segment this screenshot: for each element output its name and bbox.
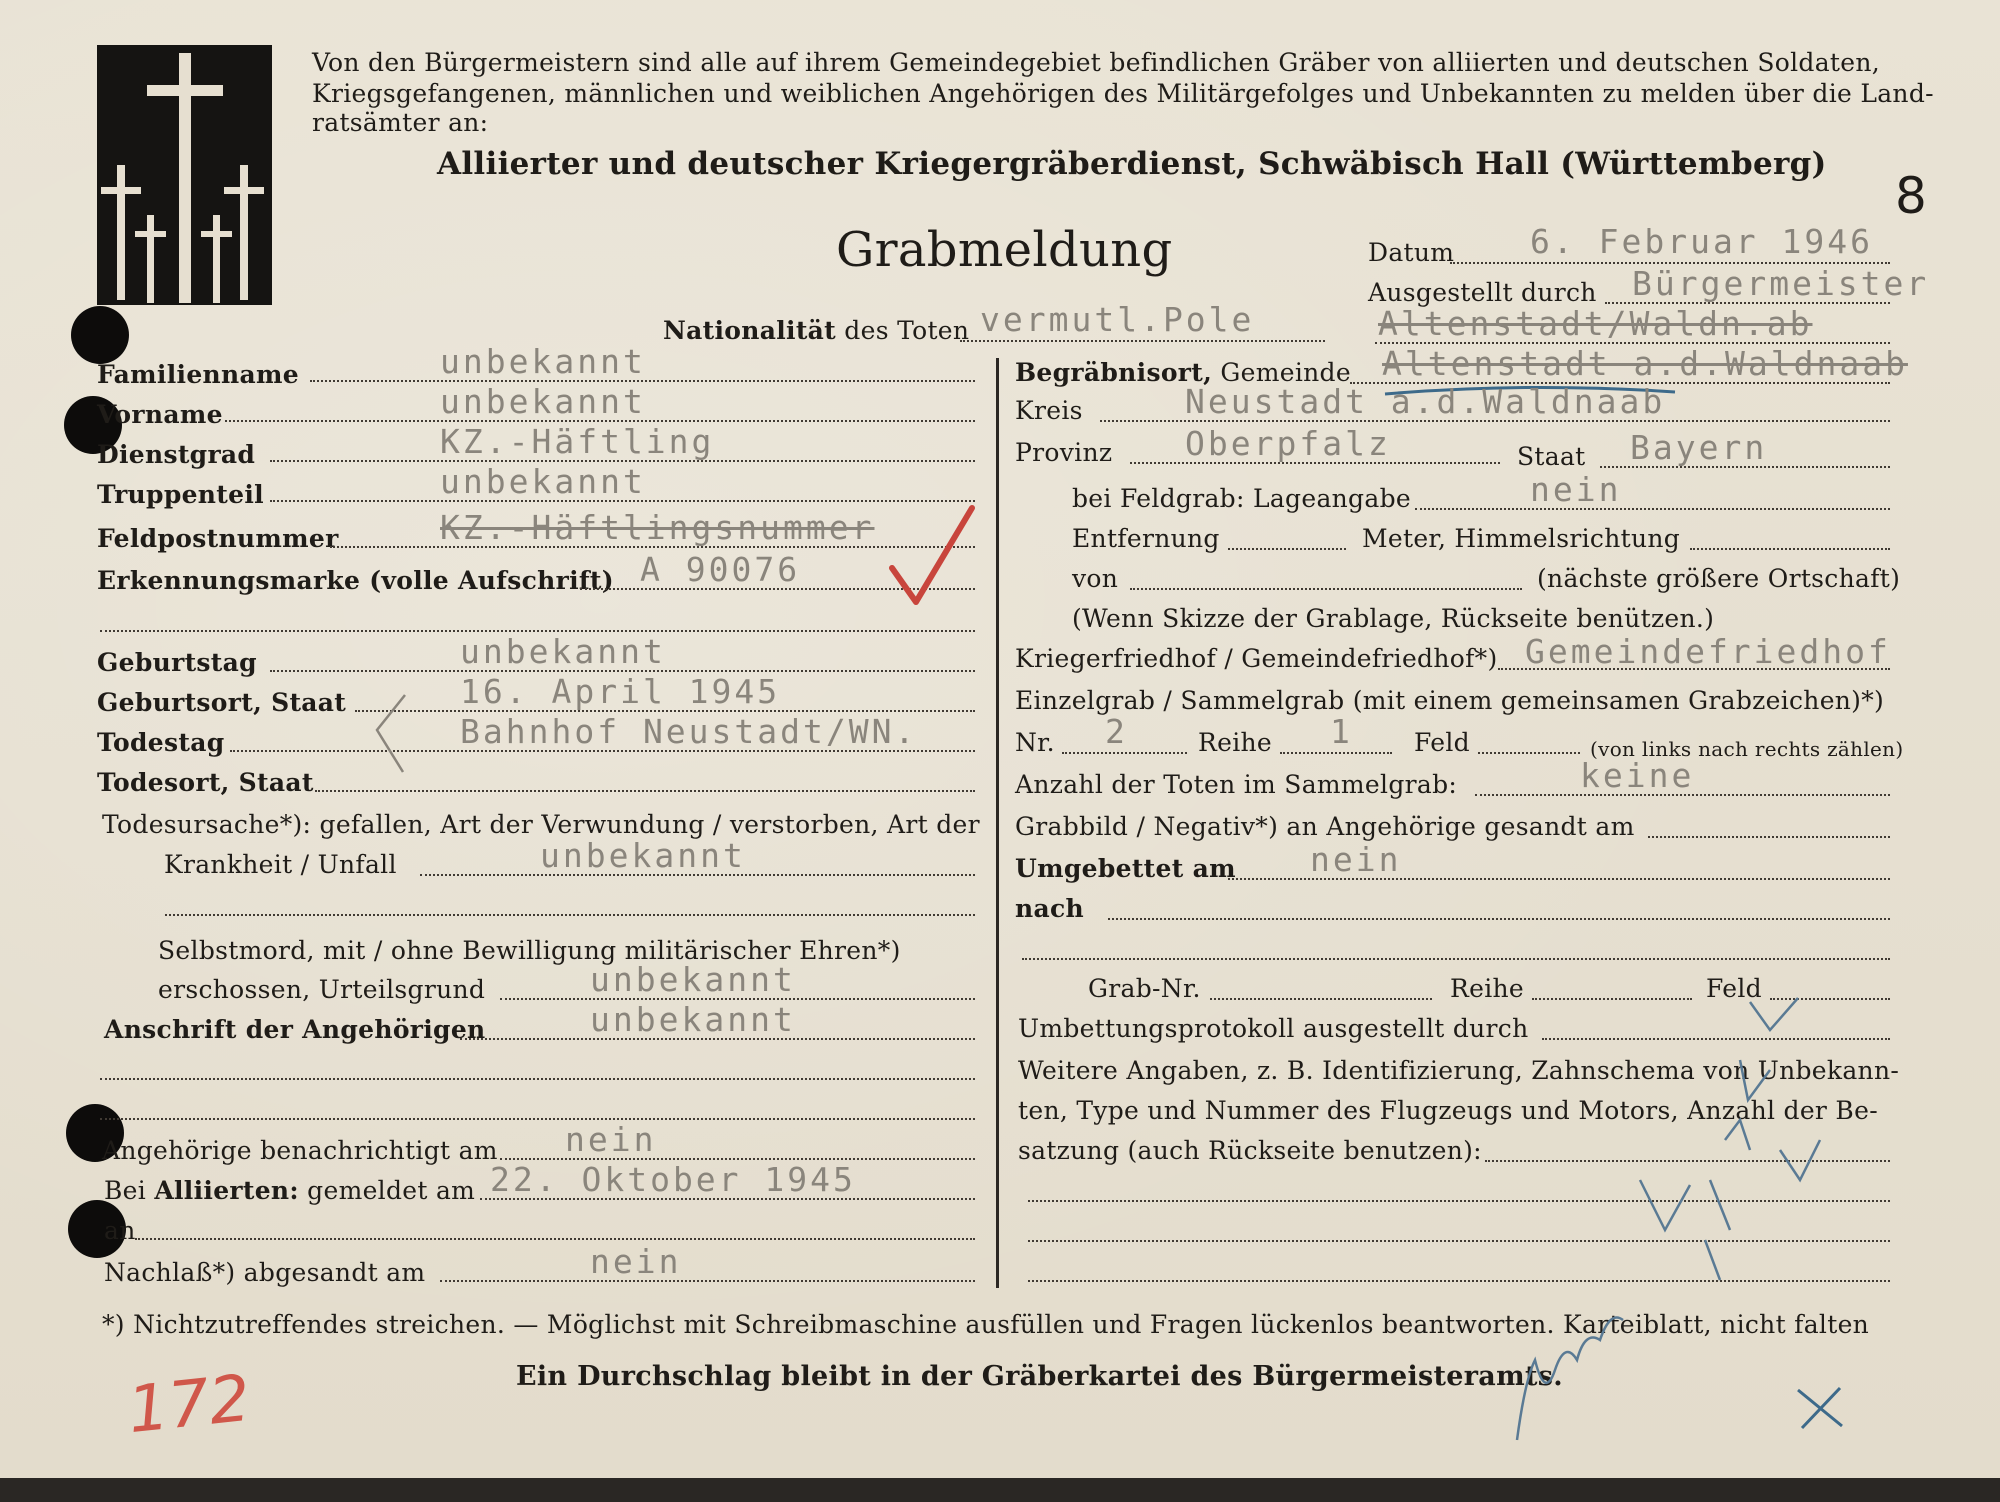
alliierten-value: 22. Oktober 1945 [490,1160,856,1199]
reihe-value: 1 [1330,712,1353,751]
vorname-value: unbekannt [440,382,646,421]
friedhof-value: Gemeindefriedhof [1525,632,1891,671]
grabbild-line [1648,836,1890,838]
todesort-label: Todesort, Staat [97,768,314,797]
nach-line [1108,918,1890,920]
datum-label: Datum [1368,238,1455,267]
nachlass-value: nein [590,1242,682,1281]
nr-value: 2 [1105,712,1128,751]
staat-value: Bayern [1630,428,1768,467]
todesort-line [315,790,975,792]
vorname-label: Vorname [97,400,223,429]
entfernung-label: Entfernung [1072,524,1220,553]
begraebnisort-label: Begräbnisort, Gemeinde [1015,358,1351,387]
anschrift-value: unbekannt [590,1000,796,1039]
footer-copy: Ein Durchschlag bleibt in der Gräberkartei des Bürgermeisteramts. [516,1361,1563,1392]
alliierten-label: Bei Alliierten: gemeldet am [104,1176,476,1205]
reihe2-label: Reihe [1450,974,1525,1003]
nr-line [1062,752,1187,754]
zaehlen-label: (von links nach rechts zählen) [1590,737,1904,761]
form-title: Grabmeldung [836,222,1173,278]
umgebettet-value: nein [1310,840,1402,879]
selbstmord-label: Selbstmord, mit / ohne Bewilligung militärischer Ehren*) [158,936,901,965]
nach-label: nach [1015,894,1084,923]
protokoll-label: Umbettungsprotokoll ausgestellt durch [1018,1014,1529,1043]
nationality-line [960,340,1325,342]
an-line [135,1238,975,1240]
feldpost-value: KZ.-Häftlingsnummer [440,508,875,547]
erkennung-label: Erkennungsmarke (volle Aufschrift) [97,566,614,595]
reihe-line [1280,752,1392,754]
feld-line [1478,752,1580,754]
entfernung-line [1228,548,1346,550]
kreis-value: Neustadt a.d.Waldnaab [1185,382,1666,421]
geburtsort-value: 16. April 1945 [460,672,781,711]
an-label: an [104,1216,136,1245]
column-divider [996,358,999,1288]
truppenteil-value: unbekannt [440,462,646,501]
crosses-logo [97,45,272,305]
erschossen-value: unbekannt [590,960,796,999]
dienstgrad-value: KZ.-Häftling [440,422,715,461]
grabbild-label: Grabbild / Negativ*) an Angehörige gesandt am [1015,812,1635,841]
nationality-value: vermutl.Pole [980,300,1255,339]
feld-label: Feld [1414,728,1470,757]
ortschaft-label: (nächste größere Ortschaft) [1537,564,1901,593]
weitere-line-2: ten, Type und Nummer des Flugzeugs und Motors, Anzahl der Be- [1018,1096,1878,1125]
geburtsort-label: Geburtsort, Staat [97,688,347,717]
erschossen-label: erschossen, Urteilsgrund [158,975,486,1004]
anschrift-line-2 [100,1078,975,1080]
pencil-cross-icon [1790,1382,1850,1434]
nach-line-2 [1022,958,1890,960]
weitere-line-1: Weitere Angaben, z. B. Identifizierung, Zahnschema von Unbekann- [1018,1056,1900,1085]
skizze-label: (Wenn Skizze der Grablage, Rückseite benützen.) [1072,604,1715,633]
feld2-label: Feld [1706,974,1762,1003]
staat-label: Staat [1517,442,1586,471]
geburtstag-label: Geburtstag [97,648,257,677]
grabnr-line [1210,998,1432,1000]
pencil-arrow-icon [365,690,425,780]
umgebettet-label: Umgebettet am [1015,854,1236,883]
provinz-label: Provinz [1015,438,1113,467]
office-name: Alliierter und deutscher Kriegergräberdienst, Schwäbisch Hall (Württemberg) [437,146,1827,182]
feldgrab-label: bei Feldgrab: Lageangabe [1072,484,1411,513]
von-line [1130,588,1522,590]
intro-line-2: Kriegsgefangenen, männlichen und weiblichen Angehörigen des Militärgefolges und Unbekannten zu melden über die Land- [312,79,1934,108]
nachlass-label: Nachlaß*) abgesandt am [104,1258,426,1287]
nr-label: Nr. [1015,728,1055,757]
intro-line-3: ratsämter an: [312,108,489,137]
anzahl-value: keine [1580,756,1695,795]
anzahl-label: Anzahl der Toten im Sammelgrab: [1015,770,1458,799]
einzelgrab-label: Einzelgrab / Sammelgrab (mit einem gemeinsamen Grabzeichen)*) [1015,686,1885,715]
geburtstag-value: unbekannt [460,632,666,671]
benachrichtigt-label: Angehörige benachrichtigt am [102,1136,498,1165]
benachrichtigt-value: nein [565,1120,657,1159]
ausgestellt-label: Ausgestellt durch [1368,278,1597,307]
familienname-label: Familienname [97,360,299,389]
meter-line [1690,548,1890,550]
punch-hole [71,306,129,364]
begraebnisort-value: Altenstadt a.d.Waldnaab [1382,344,1908,383]
intro-line-1: Von den Bürgermeistern sind alle auf ihrem Gemeindegebiet befindlichen Gräber von alliierten und deutschen Soldaten, [312,48,1881,77]
weitere-line-3: satzung (auch Rückseite benutzen): [1018,1136,1482,1165]
pencil-signature-icon [1505,1300,1665,1450]
familienname-value: unbekannt [440,342,646,381]
card-number: 8 [1895,167,1928,225]
datum-value: 6. Februar 1946 [1530,222,1874,261]
meter-label: Meter, Himmelsrichtung [1362,524,1681,553]
feldpost-label: Feldpostnummer [97,524,339,553]
checkmark-icon [880,500,980,610]
von-label: von [1072,564,1119,593]
todestag-label: Todestag [97,728,225,757]
ausgestellt-value-2: Altenstadt/Waldn.ab [1378,304,1813,343]
todesursache-label-1: Todesursache*): gefallen, Art der Verwundung / verstorben, Art der [102,810,980,839]
truppenteil-label: Truppenteil [97,480,264,509]
grabnr-label: Grab-Nr. [1088,974,1201,1003]
nachlass-line [440,1280,975,1282]
ausgestellt-value-1: Bürgermeister [1632,264,1930,303]
todesursache-value: unbekannt [540,836,746,875]
anschrift-label: Anschrift der Angehörigen [104,1015,486,1044]
handwritten-number: 172 [124,1361,254,1449]
todesursache-label-2: Krankheit / Unfall [164,850,397,879]
reihe-label: Reihe [1198,728,1273,757]
todestag-value: Bahnhof Neustadt/WN. [460,712,918,751]
footer-note: *) Nichtzutreffendes streichen. — Möglichst mit Schreibmaschine ausfüllen und Fragen lückenlos beantworten. Karteiblatt, nicht falten [102,1310,1870,1339]
dienstgrad-label: Dienstgrad [97,440,256,469]
feldgrab-value: nein [1530,470,1622,509]
kreis-label: Kreis [1015,396,1083,425]
nationality-label: Nationalität des Toten [663,316,970,345]
card-bottom-edge [0,1478,2000,1502]
feldgrab-line [1415,508,1890,510]
anschrift-line-3 [100,1118,975,1120]
provinz-value: Oberpfalz [1185,424,1391,463]
pencil-scribble-icon [1620,990,1850,1290]
erkennung-value: A 90076 [640,550,801,589]
todesursache-line-2 [165,914,975,916]
friedhof-label: Kriegerfriedhof / Gemeindefriedhof*) [1015,644,1498,673]
